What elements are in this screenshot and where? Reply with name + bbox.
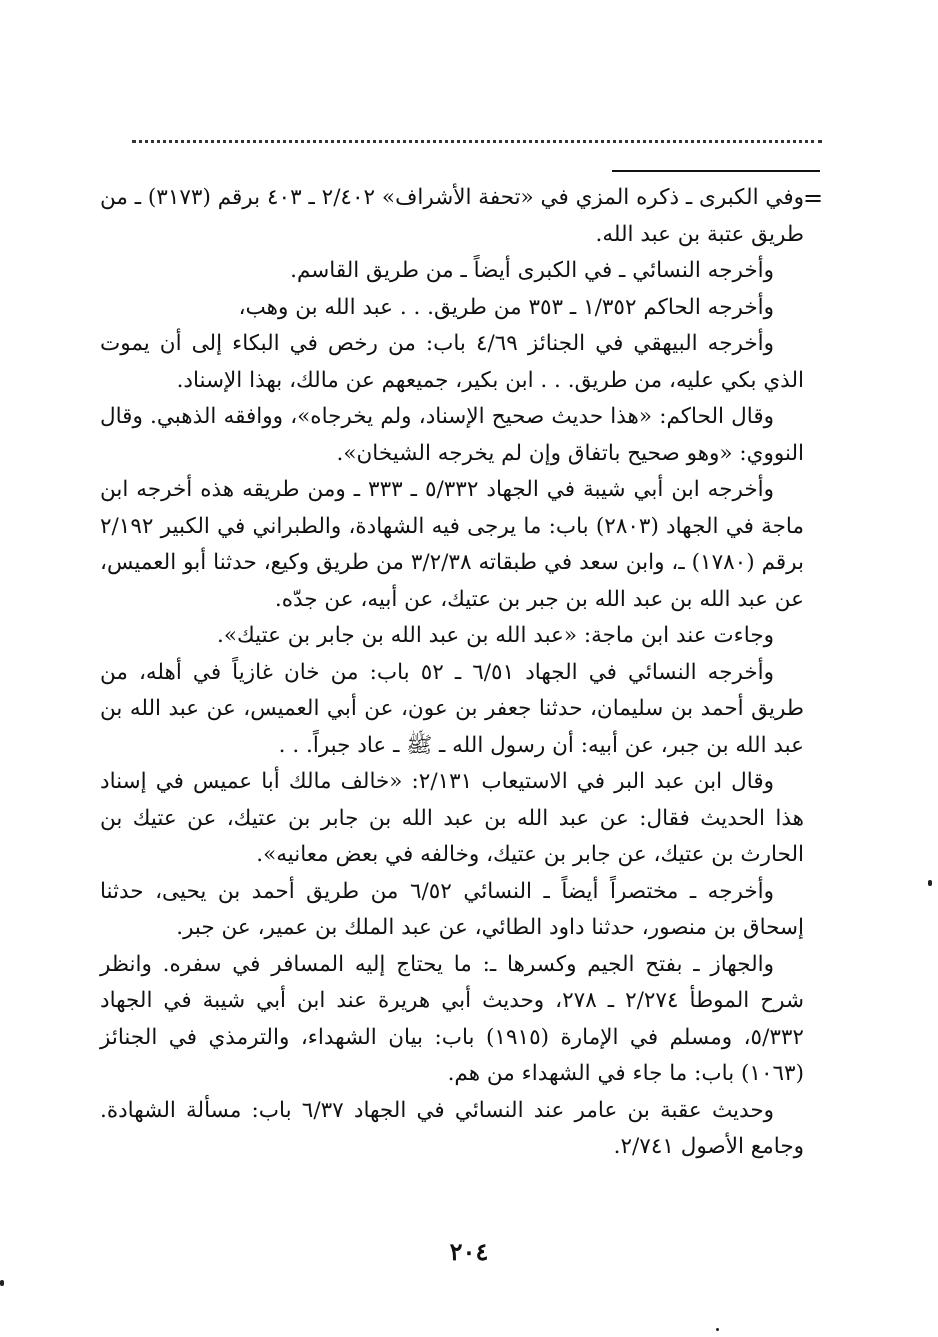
- footnote-separator-rule: [612, 170, 820, 172]
- footnote-text: [100, 180, 804, 1166]
- paragraph-3: وأخرجه الحاكم ١/٣٥٢ ـ ٣٥٣ من طريق. . . عبد الله بن وهب،: [238, 294, 774, 320]
- paragraph-8: وأخرجه النسائي في الجهاد ٦/٥١ ـ ٥٢ باب: من خان غازياً في أهله، من طريق أحمد بن سليمان، حدثنا جعفر بن عون، عن أبي العميس، عن عبد الله بن عبد الله بن جبر، عن أبيه: أن رسول الله ـ ﷺ ـ عاد جبراً. . .: [100, 659, 804, 758]
- paragraph-7: وجاءت عند ابن ماجة: «عبد الله بن عبد الله بن جابر بن عتيك».: [217, 623, 774, 648]
- paragraph-5: وقال الحاكم: «هذا حديث صحيح الإسناد، ولم يخرجاه»، ووافقه الذهبي. وقال النووي: «وهو صحيح باتفاق وإن لم يخرجه الشيخان».: [100, 404, 804, 466]
- scan-speck: [0, 1280, 4, 1286]
- paragraph-9: وقال ابن عبد البر في الاستيعاب ٢/١٣١: «خالف مالك أبا عميس في إسناد هذا الحديث فقال: عن عبد الله بن عبد الله بن جابر بن عتيك، عن عتيك بن الحارث بن عتيك، عن جابر بن عتيك، وخالفه في بعض معانيه».: [100, 769, 804, 867]
- paragraph-6: وأخرجه ابن أبي شيبة في الجهاد ٥/٣٣٢ ـ ٣٣٣ ـ ومن طريقه هذه أخرجه ابن ماجة في الجهاد (٢٨٠٣) باب: ما يرجى فيه الشهادة، والطبراني في الكبير ٢/١٩٢ برقم (١٧٨٠) ـ، وابن سعد في طبقاته ٣/٢/٣٨ من طريق وكيع، حدثنا أبو العميس، عن عبد الله بن عبد الله بن جبر بن عتيك، عن أبيه، عن جدّه.: [100, 477, 805, 612]
- continuation-mark: =: [803, 184, 824, 212]
- paragraph-11: والجهاز ـ بفتح الجيم وكسرها ـ: ما يحتاج إليه المسافر في سفره. وانظر شرح الموطأ ٢/٢٧٤ ـ ٢٧٨، وحديث أبي هريرة عند ابن أبي شيبة في الجهاد ٥/٣٣٢، ومسلم في الإمارة (١٩١٥) باب: بيان الشهداء، والترمذي في الجنائز (١٠٦٣) باب: ما جاء في الشهداء من هم.: [100, 951, 804, 1086]
- paragraph-4: وأخرجه البيهقي في الجنائز ٤/٦٩ باب: من رخص في البكاء إلى أن يموت الذي بكي عليه، من طريق. . . ابن بكير، جميعهم عن مالك، بهذا الإسناد.: [100, 331, 804, 393]
- header-dotted-rule: [132, 140, 822, 143]
- paragraph-1: وفي الكبرى ـ ذكره المزي في «تحفة الأشراف» ٢/٤٠٢ ـ ٤٠٣ برقم (٣١٧٣) ـ من طريق عتبة بن عبد الله.: [100, 185, 805, 247]
- page-number: ٢٠٤: [449, 1237, 489, 1266]
- scan-speck: [716, 1328, 719, 1331]
- paragraph-12: وحديث عقبة بن عامر عند النسائي في الجهاد ٦/٣٧ باب: مسألة الشهادة. وجامع الأصول ٢/٧٤١.: [100, 1097, 804, 1159]
- scan-speck: [928, 880, 932, 886]
- paragraph-10: وأخرجه ـ مختصراً أيضاً ـ النسائي ٦/٥٢ من طريق أحمد بن يحيى، حدثنا إسحاق بن منصور، حدثنا داود الطائي، عن عبد الملك بن عمير، عن جبر.: [100, 878, 804, 940]
- paragraph-2: وأخرجه النسائي ـ في الكبرى أيضاً ـ من طريق القاسم.: [290, 258, 774, 283]
